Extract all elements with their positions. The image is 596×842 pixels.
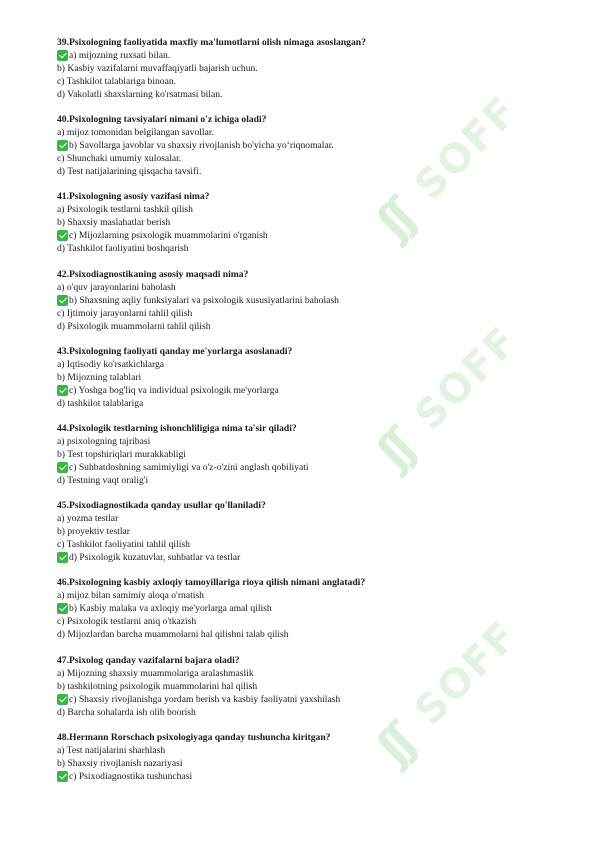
option-text: c) Psixologik testlarni aniq o'tkazish [57, 616, 197, 628]
answer-option [57, 242, 557, 255]
question-block [57, 113, 557, 178]
option-text: a) yozma testlar [57, 513, 119, 525]
option-text: b) Test topshiriqlari murakkabligi [57, 448, 186, 460]
option-text: b) Kasbiy vazifalarni muvaffaqiyatli bajarish uchun. [57, 63, 258, 74]
answer-option [57, 435, 557, 448]
check-mark-icon [57, 694, 68, 705]
option-text: a) Iqtisodiy ko'rsatkichlarga [57, 358, 165, 370]
question-block [57, 499, 557, 564]
option-text: d) Psixologik kuzatuvlar, suhbatlar va testlar [69, 552, 241, 564]
option-text: b) Savollarga javoblar va shaxsiy rivojlanish bo'yicha yo‘riqnomalar. [69, 140, 334, 152]
option-text: c) Shunchaki umumiy xulosalar. [57, 153, 182, 165]
question-list [57, 36, 557, 795]
question-title: 39.Psixologning faoliyatida maxfiy ma'lumotlarni olish nimaga asoslangan? [57, 37, 366, 48]
answer-option [57, 281, 557, 294]
answer-option-correct [57, 461, 557, 474]
answer-option-correct [57, 693, 557, 706]
question-block [57, 576, 557, 641]
option-text: c) Mijozlarning psixologik muammolarini o'rganish [69, 230, 268, 242]
answer-option [57, 397, 557, 410]
question-title: 46.Psixologning kasbiy axloqiy tamoyillariga rioya qilish nimani anglatadi? [57, 577, 366, 589]
question-title: 43.Psixologning faoliyati qanday me'yorlarga asoslanadi? [57, 345, 293, 357]
question-block [57, 654, 557, 719]
answer-option [57, 538, 557, 551]
answer-option [57, 203, 557, 216]
answer-option [57, 62, 557, 75]
question-block [57, 190, 557, 255]
option-text: d) Vakolatli shaxslarning ko'rsatmasi bilan. [57, 89, 223, 100]
answer-option [57, 744, 557, 757]
option-text: d) tashkilot talablariga [57, 397, 144, 409]
answer-option [57, 628, 557, 641]
option-text: b) Mijozning talablari [57, 371, 142, 383]
question-title: 42.Psixodiagnostikaning asosiy maqsadi nima? [57, 268, 249, 280]
answer-option [57, 706, 557, 719]
option-text: a) Psixologik testlarni tashkil qilish [57, 204, 193, 216]
option-text: a) mijoz bilan samimiy aloqa o'rnatish [57, 590, 204, 602]
option-text: c) Yoshga bog'liq va individual psixologik me'yorlarga [69, 384, 279, 396]
answer-option-correct [57, 770, 557, 783]
option-text: a) Mijozning shaxsiy muammolariga aralashmaslik [57, 667, 254, 679]
answer-option [57, 525, 557, 538]
answer-option [57, 320, 557, 333]
answer-option-correct [57, 294, 557, 307]
check-mark-icon [57, 230, 68, 241]
soff-logo-icon: ʃʃ [366, 716, 424, 774]
question-title: 41.Psixologning asosiy vazifasi nima? [57, 191, 210, 203]
answer-option [57, 667, 557, 680]
answer-option-correct [57, 229, 557, 242]
option-text: a) mijozning ruxsati bilan. [69, 50, 171, 61]
answer-option-correct [57, 384, 557, 397]
watermark-text: SOFF [406, 317, 528, 439]
answer-option-correct [57, 602, 557, 615]
answer-option [57, 126, 557, 139]
check-mark-icon [57, 50, 68, 61]
answer-option [57, 307, 557, 320]
watermark-text: SOFF [406, 87, 528, 209]
question-title: 40.Psixologning tavsiyalari nimani o'z ichiga oladi? [57, 114, 267, 126]
option-text: c) Shaxsiy rivojlanishga yordam berish va kasbiy faoliyatni yaxshilash [69, 693, 341, 705]
check-mark-icon [57, 603, 68, 614]
answer-option [57, 474, 557, 487]
option-text: b) Shaxsiy maslahatlar berish [57, 217, 171, 229]
answer-option [57, 371, 557, 384]
answer-option-correct [57, 139, 557, 152]
option-text: c) Suhbatdoshning samimiyligi va o'z-o'zini anglash qobiliyati [69, 461, 309, 473]
answer-option [57, 75, 557, 88]
option-text: c) Psixodiagnostika tushunchasi [69, 770, 193, 782]
answer-option [57, 512, 557, 525]
option-text: b) Kasbiy malaka va axloqiy me'yorlarga amal qilish [69, 603, 272, 615]
answer-option [57, 589, 557, 602]
option-text: d) Tashkilot faoliyatini boshqarish [57, 243, 189, 255]
answer-option-correct [57, 49, 557, 62]
answer-option-correct [57, 551, 557, 564]
option-text: d) Psixologik muammolarni tahlil qilish [57, 320, 211, 332]
check-mark-icon [57, 385, 68, 396]
question-block [57, 345, 557, 410]
option-text: c) Tashkilot talablariga binoan. [57, 76, 177, 87]
option-text: c) Tashkilot faoliyatini tahlil qilish [57, 539, 190, 551]
option-text: d) Mijozlardan barcha muammolarni hal qilishni talab qilish [57, 629, 289, 641]
answer-option [57, 615, 557, 628]
option-text: d) Barcha sohalarda ish olib boorish [57, 706, 196, 718]
answer-option [57, 757, 557, 770]
option-text: a) o'quv jarayonlarini baholash [57, 281, 176, 293]
question-block [57, 36, 557, 101]
option-text: b) Shaxsning aqliy funksiyalari va psixologik xususiyatlarini baholash [69, 294, 339, 306]
question-title: 45.Psixodiagnostikada qanday usullar qo'llaniladi? [57, 500, 266, 512]
answer-option [57, 680, 557, 693]
option-text: c) Ijtimoiy jarayonlarni tahlil qilish [57, 307, 193, 319]
option-text: a) mijoz tomonidan belgilangan savollar. [57, 127, 214, 139]
question-title: 48.Hermann Rorschach psixologiyaga qanday tushuncha kiritgan? [57, 731, 331, 743]
check-mark-icon [57, 462, 68, 473]
answer-option [57, 216, 557, 229]
answer-option [57, 152, 557, 165]
option-text: a) psixologning tajribasi [57, 435, 151, 447]
soff-logo-icon: ʃʃ [366, 421, 424, 479]
answer-option [57, 165, 557, 178]
question-title: 47.Psixolog qanday vazifalarni bajara oladi? [57, 654, 240, 666]
option-text: d) Test natijalarining qisqacha tavsifi. [57, 166, 202, 178]
option-text: d) Testning vaqt oralig'i [57, 474, 149, 486]
watermark-text: SOFF [406, 612, 528, 734]
question-title: 44.Psixologik testlarning ishonchliligiga nima ta'sir qiladi? [57, 422, 297, 434]
check-mark-icon [57, 552, 68, 563]
check-mark-icon [57, 140, 68, 151]
option-text: b) proyektiv testlar [57, 526, 130, 538]
answer-option [57, 358, 557, 371]
check-mark-icon [57, 771, 68, 782]
question-block [57, 268, 557, 333]
answer-option [57, 88, 557, 101]
check-mark-icon [57, 295, 68, 306]
question-block [57, 731, 557, 783]
option-text: a) Test natijalarini sharhlash [57, 744, 166, 756]
option-text: b) tashkilotning psixologik muammolarini hal qilish [57, 680, 258, 692]
answer-option [57, 448, 557, 461]
option-text: b) Shaxsiy rivojlanish nazariyasi [57, 757, 183, 769]
question-block [57, 422, 557, 487]
soff-logo-icon: ʃʃ [366, 191, 424, 249]
